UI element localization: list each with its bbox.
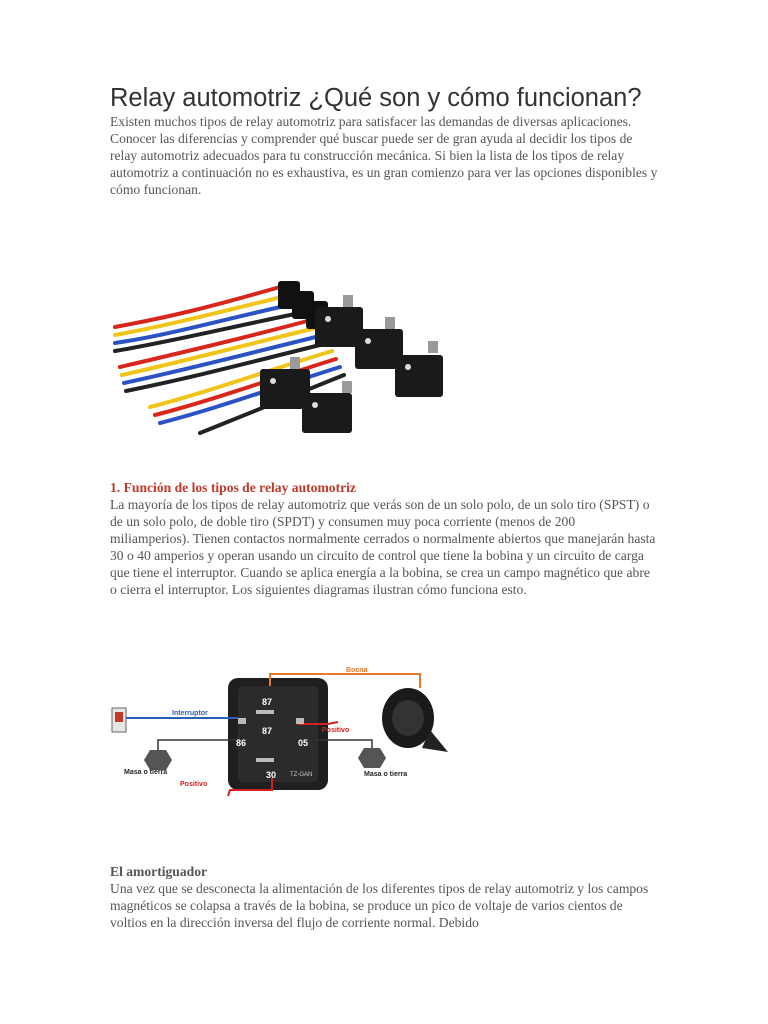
section-heading: 1. Función de los tipos de relay automotriz <box>110 480 356 495</box>
intro-paragraph: Existen muchos tipos de relay automotriz para satisfacer las demandas de diversas aplicaciones. Conocer las diferencias y comprender qué buscar puede ser de gran ayuda al decidir los tipos de relay automotriz adecuados para tu construcción mecánica. Si bien la lista de los tipos de relay automotriz a continuación no es exhaustiva, es un gran comienzo para ver las opciones disponibles y cómo funcionan. <box>110 114 658 197</box>
section-paragraph: La mayoría de los tipos de relay automotriz que verás son de un solo polo, de un solo tiro (SPST) o de un solo polo, de doble tiro (SPDT) y consumen muy poca corriente (menos de 200 miliamperios). Tienen contactos normalmente cerrados o normalmente abiertos que manejarán hasta 30 o 40 amperios y operan usando un circuito de control que tiene la bobina y un circuito de carga que tiene el interruptor. Cuando se aplica energía a la bobina, se crea un campo magnético que abre o cierra el interruptor. Los siguientes diagramas ilustran cómo funciona esto. <box>110 497 656 597</box>
section-damper <box>110 864 658 931</box>
brand-label: TZ-GAN <box>290 772 313 778</box>
pin-30: 30 <box>266 770 277 780</box>
section-paragraph: Una vez que se desconecta la alimentación de los diferentes tipos de relay automotriz y los campos magnéticos se colapsa a través de la bobina, se produce un pico de voltaje de varios cientos de voltios en la dirección inversa del flujo de corriente normal. Debido <box>110 881 649 930</box>
relays-photo <box>110 257 455 437</box>
pin-87-top: 87 <box>262 697 273 707</box>
section-heading: El amortiguador <box>110 864 208 879</box>
label-positivo-bottom: Positivo <box>180 781 208 788</box>
page-title: Relay automotriz ¿Qué son y cómo funcionan? <box>110 84 642 112</box>
relay-diagram <box>110 660 450 798</box>
label-masa-left: Masa o tierra <box>124 769 168 776</box>
label-positivo-right: Positivo <box>322 727 350 734</box>
label-interruptor: Interruptor <box>172 710 208 717</box>
label-bocina: Bocna <box>346 667 368 674</box>
pin-85: 05 <box>298 738 309 748</box>
label-masa-right: Masa o tierra <box>364 771 408 778</box>
pin-86: 86 <box>236 738 247 748</box>
article-header <box>110 84 658 198</box>
switch-icon <box>112 708 126 732</box>
pin-87a: 87 <box>262 726 273 736</box>
section-function <box>110 480 658 598</box>
